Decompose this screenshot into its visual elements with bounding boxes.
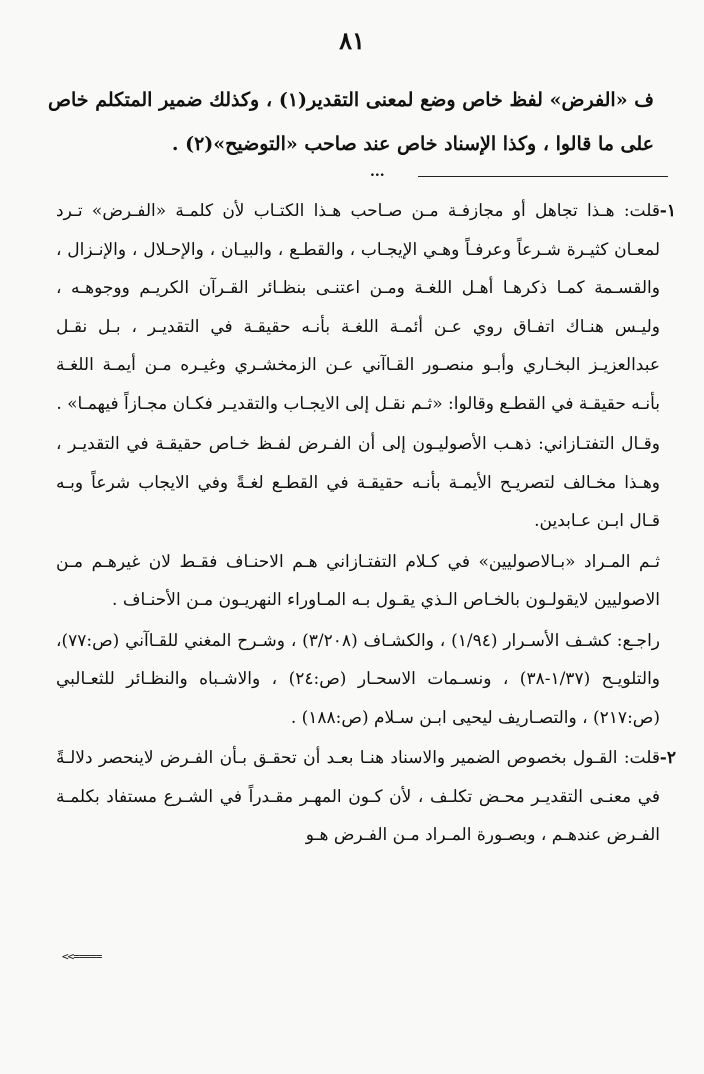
- footnotes: [56, 192, 676, 855]
- footnote-1-number: ١-: [659, 201, 676, 221]
- footnote-1-paragraph-3: ثـم المـراد «بـالاصوليين» في كـلام التفتـازاني هـم الاحنـاف فقـط لان غيرهـم مـن الاصوليين لايقولـون بالخـاص الـذي يقـول بـه المـاوراء النهريـون مـن الأحنـاف .: [56, 551, 660, 610]
- main-paragraph: ف «الفرض» لفظ خاص وضع لمعنى التقدير(١) ، وكذلك ضمير المتكلم خاص على ما قالوا ، وكذا الإسناد خاص عند صاحب «التوضيح»(٢) .: [48, 89, 654, 155]
- main-body-text: [48, 78, 654, 166]
- footnote-2: [56, 739, 676, 855]
- footnote-2-paragraph-1: قلت: القـول بخصوص الضمير والاسناد هنـا بعـد أن تحقـق بـأن الفـرض لاينحصر دلالـةً في معنـى التقديـر محـض تكلـف ، لأن كـون المهـر مقـدراً في الشـرع مستفاد بكلمـة الفـرض عندهـم ، وبصـورة المـراد مـن الفـرض هـو: [56, 748, 660, 845]
- footnote-2-number: ٢-: [659, 748, 676, 768]
- continuation-marker: <<=====: [62, 950, 102, 963]
- footnote-1-paragraph-4: راجـع: كشـف الأسـرار (١/٩٤) ، والكشـاف (٣/٢٠٨) ، وشـرح المغني للقـاآني (ص:٧٧)، والتلويـح (١/٣٧-٣٨) ، ونسـمات الاسحـار (ص:٢٤) ، والاشـباه والنظـائر للثعـالبي (ص:٢١٧) ، والتصـاريف ليحيى ابـن سـلام (ص:١٨٨) .: [56, 630, 661, 728]
- footnote-separator: [418, 176, 668, 177]
- page-number: ٨١: [339, 26, 365, 55]
- footnote-1: [56, 192, 676, 737]
- footnote-1-paragraph-2: وقـال التفتـازاني: ذهـب الأصوليـون إلى أن الفـرض لفـظ خـاص حقيقـة في التقديـر ، وهـذا مخـالف لتصريـح الأيمـة بأنـه حقيقـة في القطـع لغـةً وفي الايجاب شرعاً وبـه قـال ابـن عـابدين.: [56, 434, 660, 531]
- separator-dots: ...: [370, 164, 385, 180]
- footnote-1-paragraph-1: قلت: هـذا تجاهل أو مجازفـة مـن صـاحب هـذا الكتـاب لأن كلمـة «الفـرض» تـرد لمعـان كثيـرة شـرعاً وعرفـاً وهـي الإيجـاب ، والقطـع ، والبيـان ، والإحـلال ، والإنـزال ، والقسـمة كمـا ذكرهـا أهـل اللغـة ومـن اعتنـى بنظـائر القـرآن الكريـم ووجوهـه ، وليـس هنـاك اتفـاق روي عـن أئمـة اللغـة بأنـه حقيقـة في التقديـر ، بـل نقـل عبدالعزيـز البخـاري وأبـو منصـور القـاآني عـن الزمخشـري وغيـره مـن أيمـة اللغـة بأنـه حقيقـة في القطـع وقالوا: «ثـم نقـل إلى الايجـاب والتقديـر فكـان مجـازاً فيهمـا» .: [56, 201, 660, 414]
